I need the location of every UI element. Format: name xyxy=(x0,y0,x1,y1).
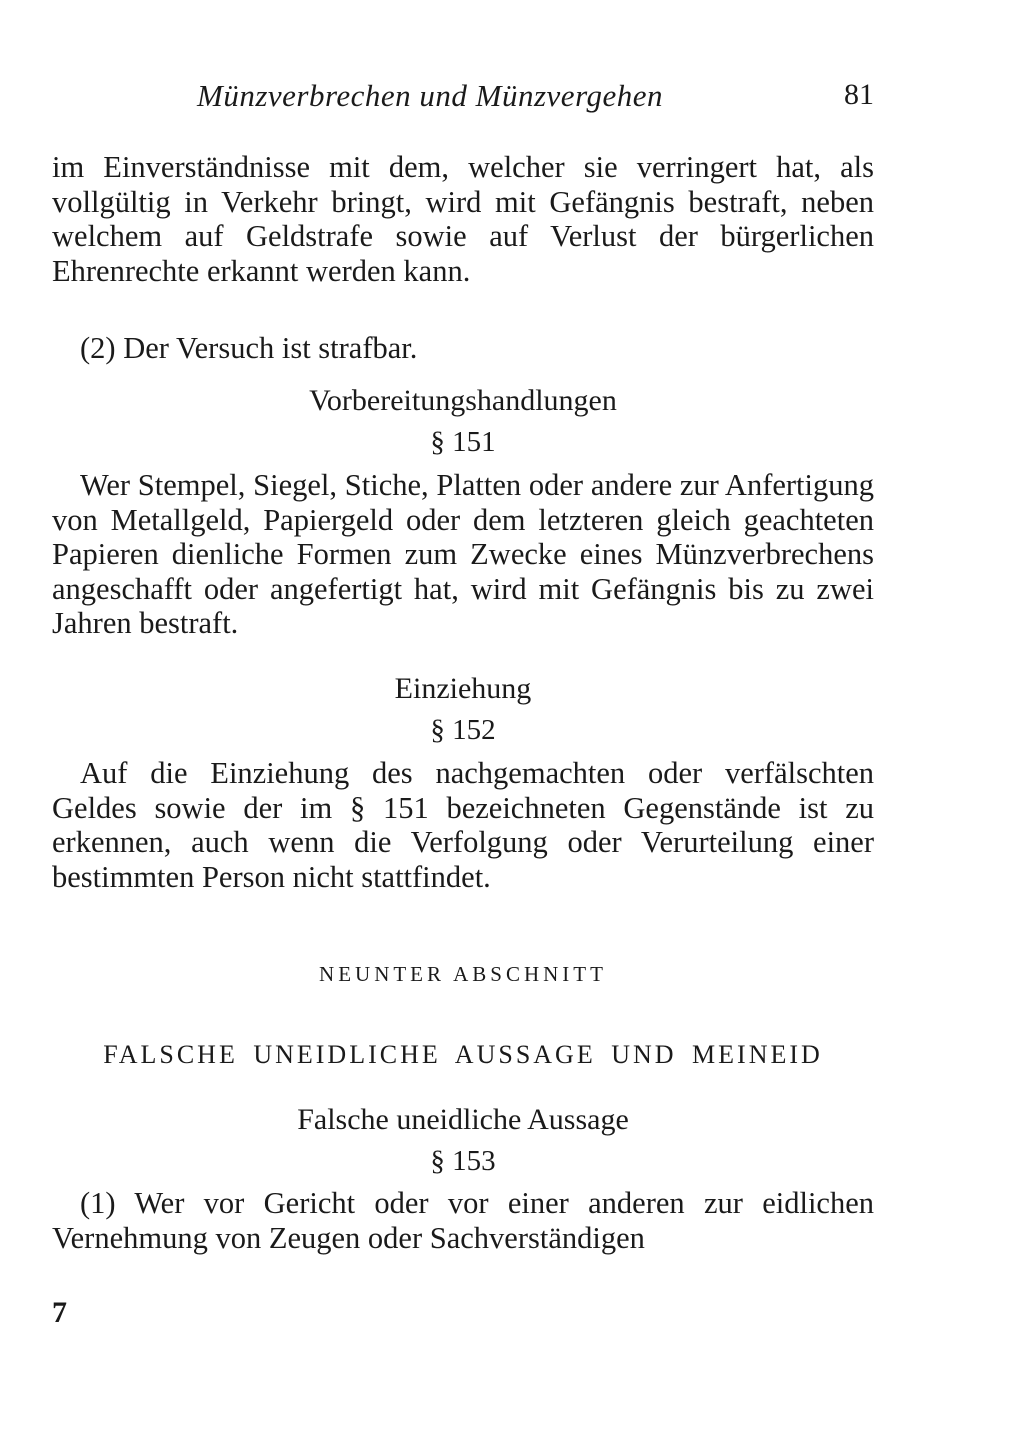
running-head xyxy=(52,78,874,122)
paragraph-text: Wer Stempel, Siegel, Stiche, Platten oder andere zur Anfertigung von Metallgeld, Papiergeld oder dem letzteren gleich geachteten Papieren dienliche Formen zum Zwecke eines Münzverbrechens angeschafft oder angefertigt hat, wird mit Gefängnis bis zu zwei Jahren bestraft. xyxy=(52,468,874,640)
running-title: Münzverbrechen und Münzvergehen xyxy=(197,78,663,113)
page-number: 81 xyxy=(844,78,874,111)
paragraph-text: (1) Wer vor Gericht oder vor einer anderen zur eidlichen Vernehmung von Zeugen oder Sachverständigen xyxy=(52,1186,874,1255)
section-152-body xyxy=(52,756,874,894)
paragraph-text: Auf die Einziehung des nachgemachten oder verfälschten Geldes sowie der im § 151 bezeichneten Gegenstände ist zu erkennen, auch wenn die Verfolgung oder Verurteilung einer bestimmten Person nicht stattfindet. xyxy=(52,756,874,894)
section-152-heading: Einziehung xyxy=(394,672,532,705)
paragraph-continuation xyxy=(52,150,874,288)
section-title: FALSCHE UNEIDLICHE AUSSAGE UND MEINEID xyxy=(103,1040,823,1069)
section-label: NEUNTER ABSCHNITT xyxy=(319,962,607,986)
section-153-heading: Falsche uneidliche Aussage xyxy=(297,1103,629,1136)
paragraph-text: (2) Der Versuch ist strafbar. xyxy=(80,331,418,365)
section-153-number: § 153 xyxy=(430,1145,496,1177)
paragraph-attempt xyxy=(52,331,874,366)
sheet-signature: 7 xyxy=(52,1296,67,1329)
section-151-heading: Vorbereitungshandlungen xyxy=(309,384,617,417)
section-151-body xyxy=(52,468,874,641)
section-153-body xyxy=(52,1186,874,1255)
section-151-number: § 151 xyxy=(430,426,496,458)
paragraph-text: im Einverständnisse mit dem, welcher sie verringert hat, als vollgültig in Verkehr bringt, wird mit Gefängnis bestraft, neben welchem auf Geldstrafe sowie auf Verlust der bürgerlichen Ehrenrechte erkannt werden kann. xyxy=(52,150,874,288)
section-152-number: § 152 xyxy=(430,714,496,746)
